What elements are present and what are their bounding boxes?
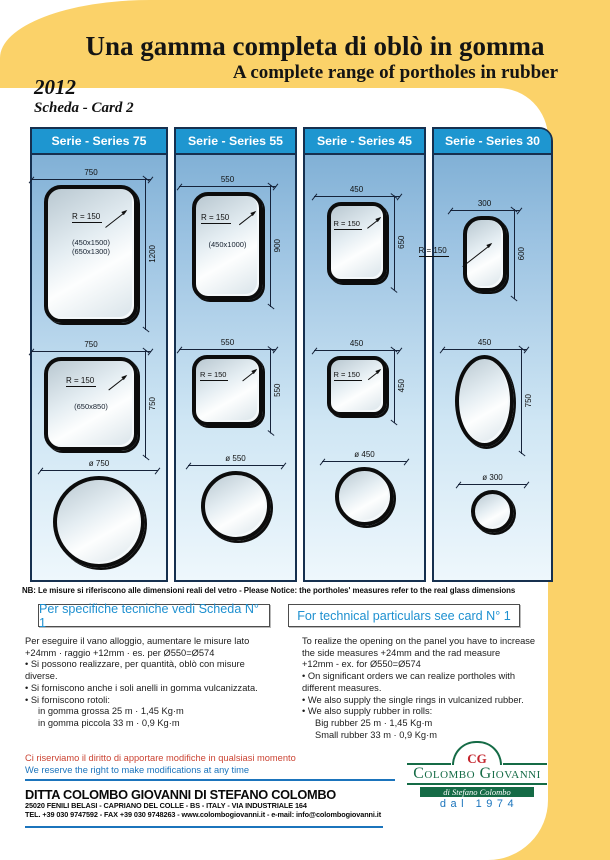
technical-reference-banner-en[interactable]: For technical particulars see card N° 1 xyxy=(288,604,520,627)
series-55-header: Serie - Series 55 xyxy=(176,129,295,155)
porthole-figure-75-rect xyxy=(39,168,159,323)
info-line: • We also supply the single rings in vulcanized rubber. xyxy=(302,694,524,705)
width-dimension xyxy=(179,338,276,350)
height-dimension xyxy=(521,348,533,454)
height-value: 900 xyxy=(273,239,282,253)
radius-label: R = 150 xyxy=(418,246,447,255)
series-75-column xyxy=(30,127,168,582)
porthole-drawing xyxy=(327,202,387,283)
diameter-dimension xyxy=(322,450,407,462)
yellow-side-band xyxy=(548,0,610,860)
width-value: 450 xyxy=(349,339,364,348)
dimension-line xyxy=(314,350,400,351)
dimension-line xyxy=(322,461,407,462)
diameter-dimension xyxy=(458,473,527,485)
height-dimension xyxy=(270,348,282,433)
width-value: 450 xyxy=(349,185,364,194)
info-line: Per eseguire il vano alloggio, aumentare le misure lato xyxy=(25,636,250,646)
info-line: • We also supply rubber in rolls: xyxy=(302,706,433,717)
dimension-line xyxy=(314,196,400,197)
radius-arrow-icon xyxy=(239,212,255,225)
logo-company-name: Colombo Giovanni xyxy=(413,765,541,782)
glass-size: (650x850) xyxy=(74,402,108,412)
glass-dimensions-notice: NB: Le misure si riferiscono alle dimensioni reali del vetro - Please Notice: the portholes' measures refer to the real glass dimensions xyxy=(22,586,516,595)
height-value: 650 xyxy=(396,235,406,250)
radius-arrow-icon xyxy=(462,244,491,267)
logo-rule-right xyxy=(503,763,547,765)
info-text-english xyxy=(302,636,556,741)
logo-since: dal 1974 xyxy=(439,798,519,810)
width-dimension xyxy=(450,199,520,211)
glass-size: (450x1500) xyxy=(72,238,110,248)
glass-size-labels xyxy=(48,402,134,411)
radius-label: R = 150 xyxy=(72,212,101,221)
reference-banners xyxy=(38,601,520,630)
company-name: DITTA COLOMBO GIOVANNI DI STEFANO COLOMBO xyxy=(25,787,336,802)
width-dimension xyxy=(179,175,276,187)
height-dimension xyxy=(270,185,282,307)
series-55-body xyxy=(176,155,295,580)
porthole-drawing xyxy=(335,467,394,526)
porthole-figure-30-round xyxy=(458,473,527,533)
info-text-italian xyxy=(25,636,305,730)
porthole-drawing xyxy=(44,185,138,323)
series-45-header: Serie - Series 45 xyxy=(305,129,424,155)
height-dimension xyxy=(394,195,406,290)
diameter-value: ø 300 xyxy=(482,473,503,482)
series-30-header: Serie - Series 30 xyxy=(434,129,551,155)
year-label: 2012 xyxy=(34,75,76,99)
series-30-body xyxy=(418,155,551,580)
series-45-body xyxy=(305,155,424,580)
porthole-figure-55-round xyxy=(188,454,284,541)
company-contacts: TEL. +39 030 9747592 - FAX +39 030 9748263 - www.colombogiovanni.it - e-mail: info@colombogiovanni.it xyxy=(25,809,382,819)
porthole-drawing xyxy=(327,356,387,416)
divider-rule xyxy=(25,779,395,781)
radius-arrow-icon xyxy=(105,211,126,228)
info-line: To realize the opening on the panel you have to increase xyxy=(302,636,536,646)
info-line: • On significant orders we can realize portholes with xyxy=(302,671,516,682)
width-dimension xyxy=(314,185,400,197)
company-address: 25020 FENILI BELASI - CAPRIANO DEL COLLE - BS - ITALY - VIA INDUSTRIALE 164 xyxy=(25,801,307,810)
diameter-value: ø 550 xyxy=(225,454,246,463)
info-line: • Si forniscono rotoli: xyxy=(25,694,110,705)
info-line: Small rubber 33 m · 0,9 Kg·m xyxy=(315,729,437,740)
page-title-italian: Una gamma completa di oblò in gomma xyxy=(85,31,545,61)
width-value: 550 xyxy=(220,175,235,184)
glass-size: (450x1000) xyxy=(208,240,247,249)
width-value: 450 xyxy=(477,338,492,347)
footer xyxy=(25,753,553,828)
info-line: +24mm · raggio +12mm · es. per Ø550=Ø574 xyxy=(25,647,215,658)
info-line: Big rubber 25 m · 1,45 Kg·m xyxy=(315,717,433,728)
dimension-line xyxy=(40,470,158,471)
logo-arch xyxy=(407,741,547,765)
porthole-figure-45-round xyxy=(322,450,407,526)
porthole-figure-30-ellipse xyxy=(450,338,535,447)
series-45-column xyxy=(303,127,426,582)
dimension-line xyxy=(514,209,515,299)
logo-divider xyxy=(407,783,547,785)
porthole-drawing xyxy=(418,216,507,292)
radius-label: R = 150 xyxy=(333,370,360,379)
diameter-value: ø 750 xyxy=(88,459,110,468)
porthole-figure-45-rect xyxy=(322,185,408,283)
info-line: diverse. xyxy=(25,671,58,682)
porthole-figure-75-square xyxy=(39,340,159,451)
info-line: • Si forniscono anche i soli anelli in gomma vulcanizzata. xyxy=(25,682,258,693)
dimension-line xyxy=(394,195,395,290)
glass-size-labels xyxy=(196,240,259,249)
company-logo xyxy=(407,741,547,811)
dimension-line xyxy=(394,349,395,423)
porthole-drawing xyxy=(455,355,514,447)
dimension-line xyxy=(31,351,151,352)
info-line: +12mm - ex. for Ø550=Ø574 xyxy=(302,659,421,670)
radius-label: R = 150 xyxy=(200,370,227,379)
width-dimension xyxy=(314,339,400,351)
info-line: in gomma piccola 33 m · 0,9 Kg·m xyxy=(38,717,180,728)
height-dimension xyxy=(514,209,526,299)
series-55-column xyxy=(174,127,297,582)
logo-rule-left xyxy=(407,763,451,765)
radius-arrow-icon xyxy=(367,218,380,229)
height-value: 1200 xyxy=(148,245,157,263)
diameter-dimension xyxy=(188,454,284,466)
radius-label: R = 150 xyxy=(66,376,95,385)
series-30-column xyxy=(418,127,553,582)
width-value: 300 xyxy=(477,199,492,208)
dimension-line xyxy=(179,186,276,187)
logo-arch-shape xyxy=(452,741,502,765)
series-columns xyxy=(30,127,553,582)
dimension-line xyxy=(270,348,271,433)
height-value: 750 xyxy=(148,397,157,411)
dimension-line xyxy=(458,484,527,485)
series-75-body xyxy=(32,155,166,580)
porthole-figure-45-square xyxy=(322,339,408,416)
height-value: 600 xyxy=(516,247,526,261)
card-number-label: Scheda - Card 2 xyxy=(34,100,134,116)
radius-label: R = 150 xyxy=(201,213,230,222)
modifications-notice-italian: Ci riserviamo il diritto di apportare modifiche in qualsiasi momento xyxy=(25,753,296,763)
logo-subtitle: di Stefano Colombo xyxy=(420,787,534,797)
radius-arrow-icon xyxy=(108,376,126,390)
radius-label: R = 150 xyxy=(333,219,360,228)
width-dimension xyxy=(31,340,151,352)
modifications-notice-english: We reserve the right to make modifications at any time xyxy=(25,764,250,775)
height-value: 750 xyxy=(524,394,533,408)
info-line: in gomma grossa 25 m · 1,45 Kg·m xyxy=(38,706,184,717)
technical-reference-banner-it[interactable]: Per specifiche tecniche vedi Scheda N° 1 xyxy=(38,604,270,627)
dimension-line xyxy=(188,465,284,466)
info-line: the side measures +24mm and the rad measure xyxy=(302,647,501,658)
glass-size-labels xyxy=(48,238,134,256)
porthole-drawing xyxy=(192,192,263,300)
porthole-figure-55-square xyxy=(187,338,284,426)
width-value: 750 xyxy=(84,340,98,349)
glass-size: (650x1300) xyxy=(72,247,110,257)
height-dimension xyxy=(145,178,157,330)
height-dimension xyxy=(394,349,406,423)
width-value: 550 xyxy=(220,338,235,347)
logo-monogram: CG xyxy=(467,751,487,766)
dimension-line xyxy=(179,349,276,350)
porthole-drawing xyxy=(471,490,514,533)
dimension-line xyxy=(270,185,271,307)
height-value: 550 xyxy=(273,383,282,398)
diameter-value: ø 450 xyxy=(354,450,375,459)
height-value: 450 xyxy=(396,379,406,393)
divider-rule xyxy=(25,826,383,828)
dimension-line xyxy=(145,350,146,458)
dimension-line xyxy=(145,178,146,330)
width-dimension xyxy=(442,338,527,350)
porthole-figure-30-oval xyxy=(418,199,528,292)
diameter-dimension xyxy=(40,459,158,471)
dimension-line xyxy=(450,210,520,211)
width-dimension xyxy=(31,168,151,180)
dimension-line xyxy=(521,348,522,454)
porthole-figure-75-round xyxy=(40,459,158,568)
info-line: different measures. xyxy=(302,682,382,693)
series-75-header: Serie - Series 75 xyxy=(32,129,166,155)
width-value: 750 xyxy=(84,168,98,177)
dimension-line xyxy=(31,179,151,180)
page-title-english: A complete range of portholes in rubber xyxy=(232,62,558,83)
dimension-line xyxy=(442,349,527,350)
radius-arrow-icon xyxy=(242,370,256,381)
porthole-drawing xyxy=(201,471,271,541)
porthole-figure-55-rect xyxy=(187,175,284,300)
radius-arrow-icon xyxy=(367,370,379,380)
height-dimension xyxy=(145,350,157,458)
porthole-drawing xyxy=(53,476,145,568)
porthole-drawing xyxy=(44,357,138,451)
porthole-drawing xyxy=(192,355,263,426)
info-line: • Si possono realizzare, per quantità, oblò con misure xyxy=(25,659,245,670)
